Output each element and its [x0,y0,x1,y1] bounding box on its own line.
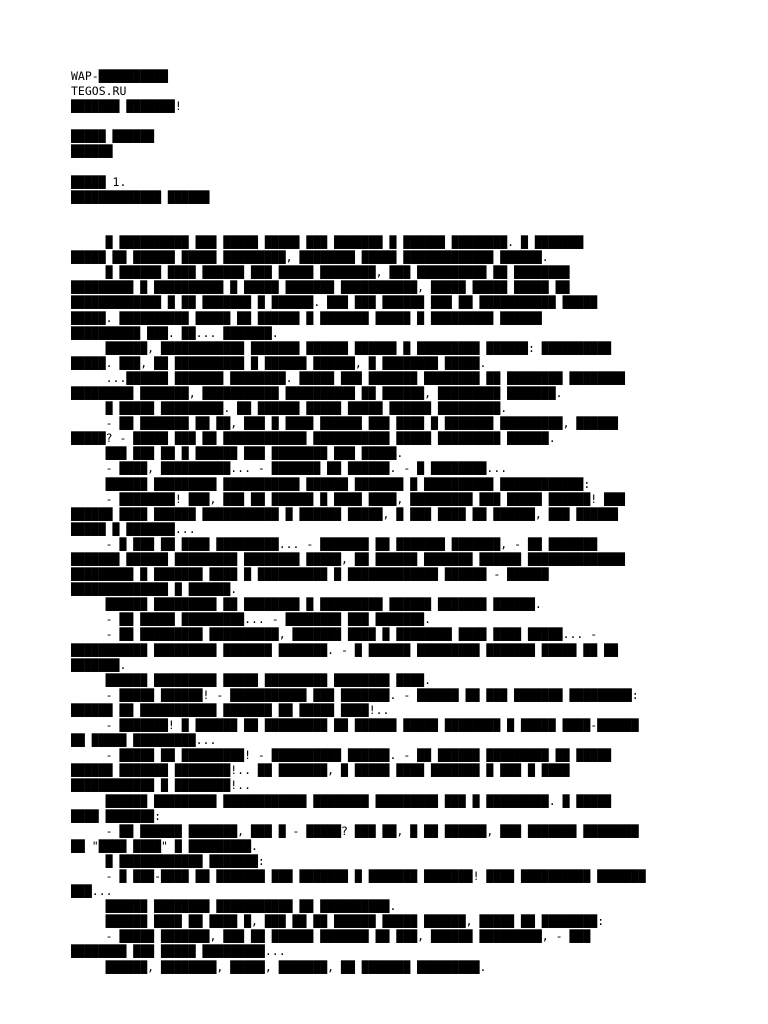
text-line: - █████ ███████, ███ ██ ██████ ███████ ██ ███, ██████ █████████, - ███ [71,929,591,944]
text-line: █ ██████████ ███ █████ █████ ███ ███████ █ ██████ ████████. █ ███████ [71,235,584,250]
text-line: ██ █████ █████████... [71,733,217,748]
chapter-title: █████████████ ██████ [71,189,210,204]
text-line: ██████, ████████, █████, ███████, ██ ███████ █████████. [71,959,487,974]
text-line: - █████ ██████! - ███████████ ███ ███████. - ██████ ██ ███ ███████ █████████: [71,687,639,702]
text-line: █████? - █████ ███ ██ ████████████ ███████████ █████ █████████ ██████. [71,431,556,446]
chapter-number: █████ 1. [71,174,127,189]
text-line: - ███████! █ ██████ ██ █████████ ██ ██████ █████ ████████ █ █████ ████-██████ [71,718,639,733]
text-line: - ██ ██████ ███████, ███ █ - █████? ███ ██, █ ██ ██████, ███ ███████ ████████ [71,823,639,838]
text-line: ...██████ ███████ ████████. █████ ███ ███████ ████████ ██ ████████ ████████ [71,370,625,385]
text-line: ██████ █████████ ███████████ ██████ ███████ █ ██████████ ████████████: [71,476,591,491]
spacer [71,114,701,129]
text-line: █████. ██████████ █████ ██ ██████ █ ███████ █████ █ █████████ ██████ [71,310,542,325]
text-line: █ ██████ ████ ██████ ███ █████ ████████, ███ ██████████ ██ ████████ [71,265,570,280]
spacer [71,205,701,220]
text-line: █████. ███, ██ ██████████ █ ██████ ██████, █ ████████ █████. [71,355,487,370]
text-line: ██████ ████████ ███████████ ██ ██████████. [71,899,397,914]
text-line: ██████████████ █ ██████. [71,582,238,597]
text-line: - █ ███ ██ ████ █████████... - ███████ ██ ███████ ███████, - ██ ███████ [71,536,598,551]
text-line: ██████ ███████ ████████!.. ██ ███████, █ █████ ████ ███████ █ ███ █ ████ [71,763,570,778]
text-line: ██████ ██ ███████████ ███████ ██ █████ ████!.. [71,702,390,717]
text-line: █ ████████████ ███████: [71,853,265,868]
text-line: ███████. [71,657,127,672]
greeting: ███████ ███████! [71,99,182,114]
text-line: ███ ███ ██ █ ██████ ███ ████████ ███ █████. [71,446,404,461]
text-line: - ██ █████ █████████... - ████████ ███ ███████. [71,612,432,627]
text-line: █████████████ █ ██ ███████ █ ██████. ███ ███ ██████ ███ ██ ███████████ █████ [71,295,598,310]
spacer [71,160,701,175]
text-line: ██████ █████████ ████████████ ████████ █████████ ███ █ █████████. █ █████ [71,793,612,808]
text-line: █████████ ███████, ███████████ ██████████ ██ ██████, █████████ ███████. [71,385,563,400]
text-line: ██████████ ███. ██... ███████. [71,325,279,340]
text-line: ██████ ████ ██ ████ █, ███ ██ ██ ██████ █████ ██████, █████ ██ ████████: [71,914,605,929]
author-name: █████ ██████ [71,129,155,144]
text-line: ██ "████ ████" █ █████████. [71,838,258,853]
text-line: ███████████ █████████ ███████ ███████. - █ ██████ █████████ ███████ █████ ██ ██ [71,642,618,657]
text-line: ██████, ████████████ ███████ ██████ ██████ █ █████████ ██████: ██████████ [71,340,612,355]
text-line: - ████████! ███, ███ ██ ██████ █ ████ ████, █████████ ███ █████ ██████! ███ [71,491,625,506]
body-text [71,235,701,975]
text-line: ████████ ███ █████ █████████... [71,944,286,959]
text-line: █████████ █ ██████████ █ █████ ███████ ███████████, █████ █████ █████ ██ [71,280,570,295]
text-line: █████████ █ ███████ ████ █ ██████████ █ █████████████ ██████ - ██████ [71,567,549,582]
site-name: WAP-██████████ [71,69,168,83]
text-line: ██████ █████████ █████ █████████ ████████ ████. [71,672,432,687]
text-line: █ █████ █████████. ██ ██████ █████ █████ ██████ █████████. [71,401,508,416]
text-line: - █ ███-████ ██ ███████ ███ ███████ █ ███████ ███████! ████ ██████████ ███████ [71,868,646,883]
text-line: ███... [71,884,113,899]
text-line: - ████, ██████████... - ███████ ██ ██████. - █ ████████... [71,461,508,476]
text-line: █████ ██ ██████ █████ █████████, ████████ █████ █████████████ ██████. [71,250,549,265]
text-line: - █████ ██ █████████! - ██████████ ██████. - ██ ██████ █████████ ██ █████ [71,748,612,763]
text-line: ████ ███████: [71,808,162,823]
text-line: █████ █ ███████... [71,521,196,536]
site-domain: TEGOS.RU [71,84,127,99]
text-line: ████████████ █ ████████!.. [71,778,252,793]
text-line: ██████ █████████ ██ ████████ █ █████████ ██████ ███████ ██████. [71,597,542,612]
spacer [71,220,701,235]
document-page [71,69,701,975]
text-line: ██████ ████ ██████ ███████████ █ ██████ █████, █ ███ ████ ██ ██████, ███ ██████ [71,506,618,521]
text-line: ███████ ██████ █████████ ████████ █████, ██ ██████ ███████ ██████ ██████████████ [71,552,625,566]
text-line: - ██ ███████ ██ ██, ███ █ ████ ██████ ███ ████ █ ███████ █████████, ██████ [71,416,618,431]
book-title: ██████ [71,144,113,159]
text-line: - ██ █████████ ██████████, ███████ ████ █ ████████ ████ ████ █████... - [71,627,598,642]
